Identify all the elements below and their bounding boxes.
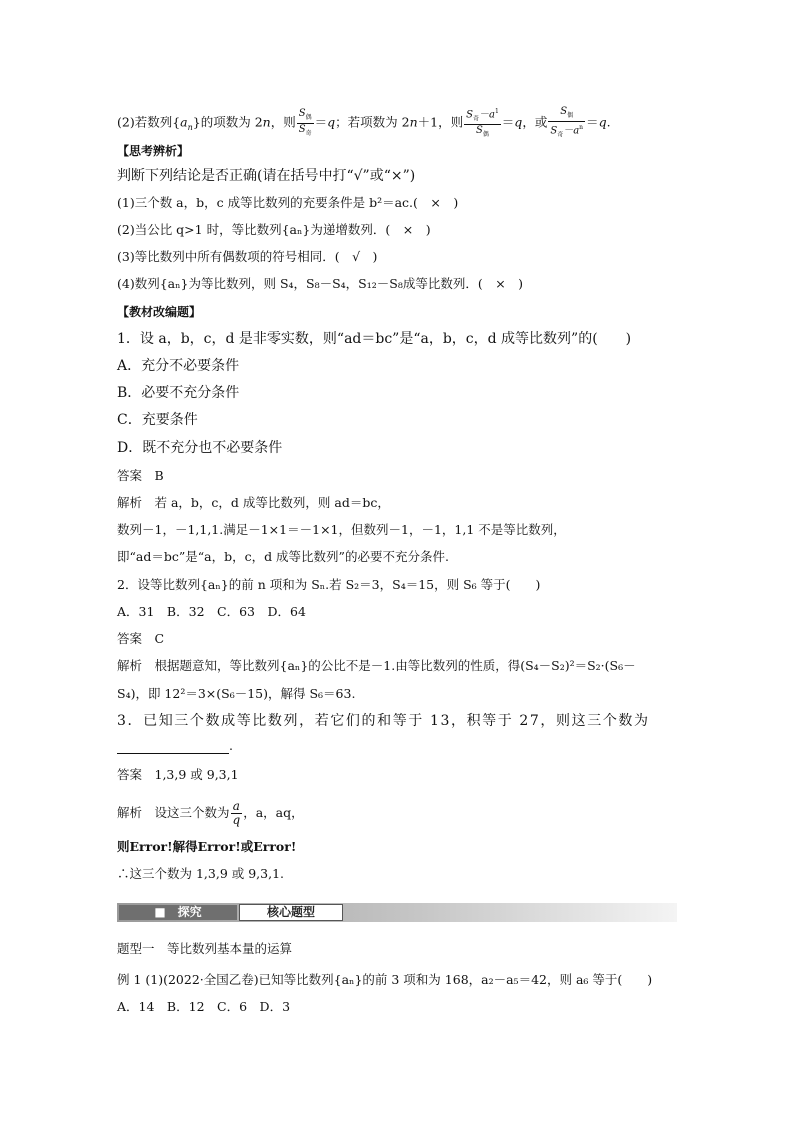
q1-option-a: A．充分不必要条件 [117, 358, 240, 374]
example1-stem: 例 1 (1)(2022·全国乙卷)已知等比数列{aₙ}的前 3 项和为 168，a₂－a₅＝42，则 a₆ 等于( ) [117, 972, 653, 987]
answer-blank [117, 739, 229, 754]
q1-analysis-1: 解析 若 a，b，c，d 成等比数列，则 ad＝bc， [117, 495, 390, 510]
think-intro: 判断下列结论是否正确(请在括号中打“√”或“×”) [117, 168, 416, 184]
fraction-odd-minus-a1: $\frac{S_奇-a^1}{S_偶}$ [466, 108, 499, 139]
q1-option-c: C．充要条件 [117, 412, 198, 428]
q2-stem: 2．设等比数列{aₙ}的前 n 项和为 Sₙ.若 S₂＝3，S₄＝15，则 S₆ 等于( ) [117, 577, 541, 592]
q1-stem: 1．设 a，b，c，d 是非零实数，则“ad＝bc”是“a，b，c，d 成等比数列”的( ) [117, 331, 632, 347]
think-header: 【思考辨析】 [117, 144, 190, 158]
q2-analysis-2: S₄)，即 12²＝3×(S₆－15)，解得 S₆＝63. [117, 686, 356, 701]
fraction-even-over-odd: $\frac{S_偶}{S_奇}$ [298, 107, 312, 137]
q3-conclusion: ∴这三个数为 1,3,9 或 9,3,1. [117, 866, 285, 881]
fraction-a-over-q: $\frac{a}{q}$ [232, 799, 241, 827]
q2-answer: 答案 C [117, 631, 165, 646]
q1-option-d: D．既不充分也不必要条件 [117, 440, 283, 456]
textbook-header: 【教材改编题】 [117, 305, 202, 319]
q2-options: A．31 B．32 C．63 D．64 [117, 604, 306, 619]
q3-stem: 3．已知三个数成等比数列，若它们的和等于 13，积等于 27，则这三个数为 [117, 713, 650, 729]
formula-line: (2)若数列$\{a_n\}$的项数为 2n，则 $\frac{S_偶}{S_奇}$ ＝q；若项数为 2n＋1，则 $\frac{S_奇-a^1}{S_偶}$ ＝q，或 $\frac{S_偶}{S_奇-a^n}$ ＝q. [117, 106, 611, 139]
q3-answer: 答案 1,3,9 或 9,3,1 [117, 767, 239, 782]
q1-answer: 答案 B [117, 468, 164, 483]
q1-option-b: B．必要不充分条件 [117, 385, 240, 401]
think-item-2: (2)当公比 q>1 时，等比数列{aₙ}为递增数列．( × ) [117, 222, 431, 237]
example1-options: A．14 B．12 C．6 D．3 [117, 999, 291, 1014]
think-item-3: (3)等比数列中所有偶数项的符号相同．( √ ) [117, 249, 378, 264]
q1-analysis-2: 数列－1，－1,1,1.满足－1×1＝－1×1，但数列－1，－1，1,1 不是等比数列， [117, 522, 566, 537]
q3-analysis: 解析 设这三个数为 $\frac{a}{q}$ ，a，aq， [117, 799, 304, 827]
section-bar [117, 903, 677, 922]
section-label-explore: ■ 探究 [119, 905, 237, 920]
q3-error-line: 则Error!解得Error!或Error! [117, 839, 297, 854]
q2-analysis-1: 解析 根据题意知，等比数列{aₙ}的公比不是－1.由等比数列的性质，得(S₄－S₂)²＝S₂·(S₆－ [117, 658, 636, 673]
q1-analysis-3: 即“ad＝bc”是“a，b，c，d 成等比数列”的必要不充分条件. [117, 549, 449, 564]
think-item-4: (4)数列{aₙ}为等比数列，则 S₄，S₈－S₄，S₁₂－S₈成等比数列．( × ) [117, 276, 524, 291]
section-label-core: 核心题型 [239, 904, 343, 921]
q3-blank-line: . [117, 738, 233, 754]
fraction-even-over-odd-minus-an: $\frac{S_偶}{S_奇-a^n}$ [550, 106, 584, 139]
type1-title: 题型一 等比数列基本量的运算 [117, 941, 293, 956]
think-item-1: (1)三个数 a，b，c 成等比数列的充要条件是 b²＝ac.( × ) [117, 195, 459, 210]
